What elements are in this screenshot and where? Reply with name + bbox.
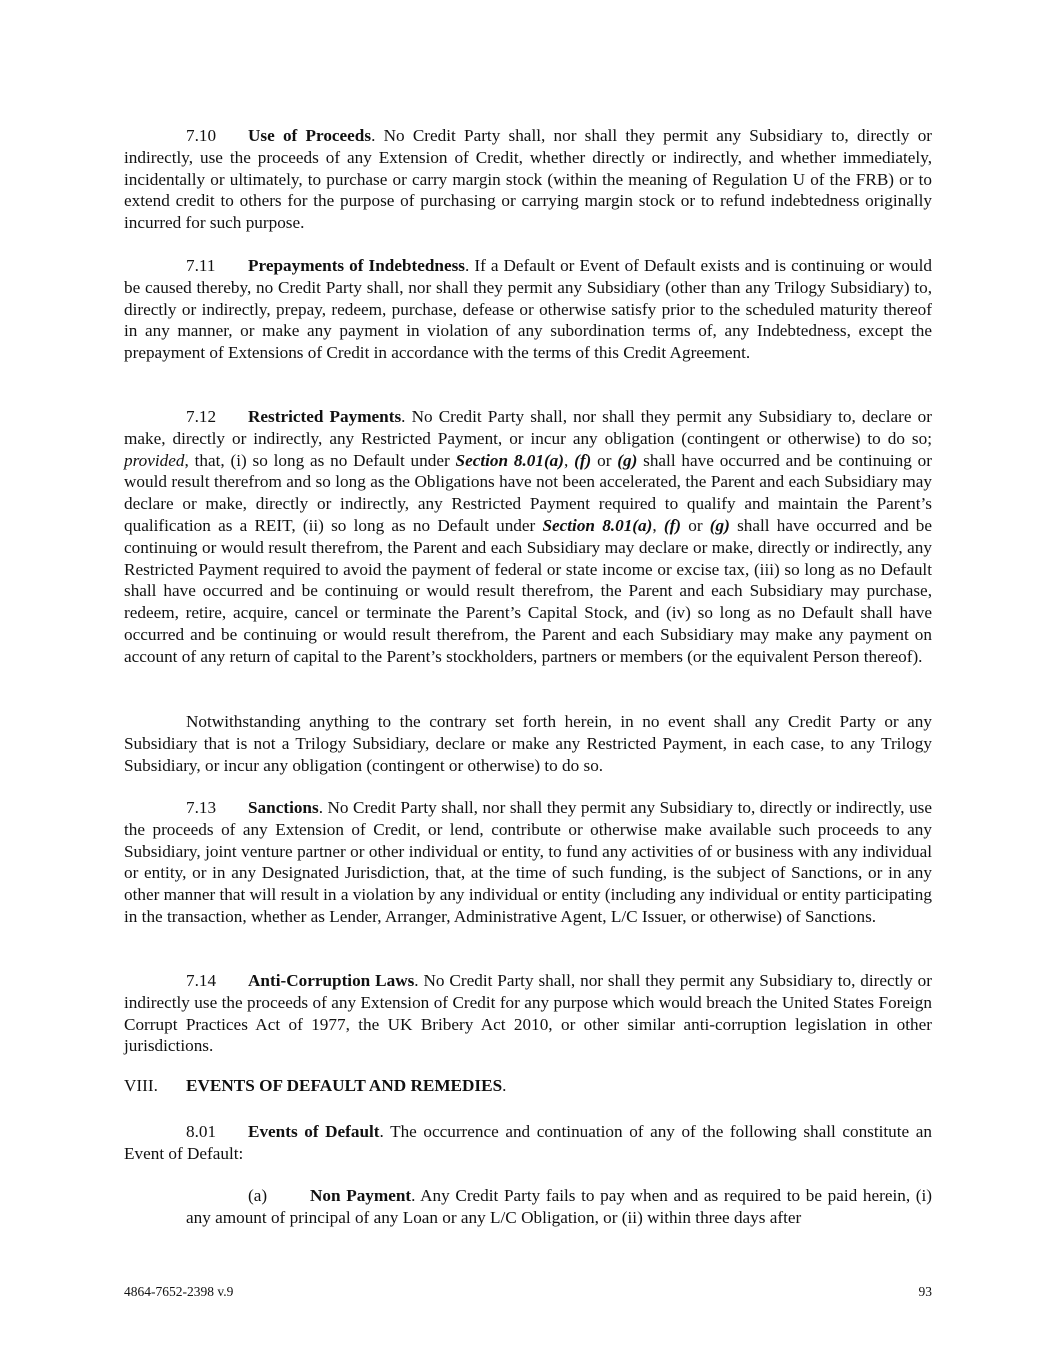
section-title: Use of Proceeds xyxy=(248,126,372,145)
clause-reference: (g) xyxy=(709,515,730,535)
clause-reference: (f) xyxy=(663,515,682,535)
clause-reference: (g) xyxy=(617,450,638,470)
section-number: 7.14 xyxy=(186,971,217,990)
separator: or xyxy=(681,515,710,535)
section-7-11 xyxy=(124,255,932,364)
provided-term: provided xyxy=(124,450,185,470)
clause-reference: (f) xyxy=(574,450,592,470)
section-title: Events of Default xyxy=(248,1122,380,1141)
document-id: 4864-7652-2398 v.9 xyxy=(124,1284,234,1299)
clause-body: . Any Credit Party fails to pay when and as required to be paid herein, (i) any amount of principal of any Loan or any L/C Obligation, or (ii) within three days after xyxy=(186,1186,932,1227)
notwithstanding-paragraph: Notwithstanding anything to the contrary set forth herein, in no event shall any Credit Party or any Subsidiary that is not a Trilogy Subsidiary, declare or make any Restricted Payment, in each case, to any Trilogy Subsidiary, or incur any obligation (contingent or otherwise) to do so. xyxy=(124,712,932,775)
article-number: VIII. xyxy=(124,1076,158,1095)
section-body-part: shall have occurred and be continuing or would result therefrom and so long as the Obligations have not been accelerated, the Parent and each Subsidiary may declare or make, directly or indirectly, any Restricted Payment required to qualify and maintain the Parent’s qualification as a REIT, (ii) so long as no Default under xyxy=(124,450,932,535)
separator: or xyxy=(591,450,618,470)
section-number: 7.10 xyxy=(186,126,217,145)
clause-number: (a) xyxy=(248,1186,268,1205)
article-8-heading xyxy=(124,1075,506,1097)
article-period: . xyxy=(502,1076,507,1095)
separator: , xyxy=(563,450,575,470)
separator: , xyxy=(652,515,664,535)
section-7-10 xyxy=(124,125,932,234)
section-body-part: . No Credit Party shall, nor shall they permit any Subsidiary to, declare or make, directly or indirectly, any Restricted Payment, or incur any obligation (contingent or otherwise) to do so; xyxy=(124,407,932,448)
section-7-14 xyxy=(124,970,932,1057)
section-reference: Section 8.01(a) xyxy=(542,515,653,535)
clause-title: Non Payment xyxy=(310,1186,412,1205)
article-title: EVENTS OF DEFAULT AND REMEDIES xyxy=(186,1076,503,1095)
section-title: Restricted Payments xyxy=(248,407,402,426)
section-7-13 xyxy=(124,797,932,928)
section-number: 8.01 xyxy=(186,1122,217,1141)
section-title: Sanctions xyxy=(248,798,319,817)
section-number: 7.13 xyxy=(186,798,217,817)
section-body: . No Credit Party shall, nor shall they permit any Subsidiary to, directly or indirectly, use the proceeds of any Extension of Credit, whether directly or indirectly, and whether immediately, incidentally or ultimately, to purchase or carry margin stock (within the meaning of Regulation U of the FRB) or to extend credit to others for the purpose of purchasing or carrying margin stock or to refund indebtedness originally incurred for such purpose. xyxy=(124,126,933,233)
section-title: Prepayments of Indebtedness xyxy=(248,256,465,275)
section-body-part: shall have occurred and be continuing or would result therefrom, the Parent and each Subsidiary may declare or make, directly or indirectly, any Restricted Payment required to avoid the payment of federal or state income or excise tax, (iii) so long as no Default shall have occurred and be continuing or would result therefrom, the Parent and each Subsidiary may purchase, redeem, retire, acquire, cancel or terminate the Parent’s Capital Stock, and (iv) so long as no Default shall have occurred and be continuing or would result therefrom, the Parent and each Subsidiary may make any payment on account of any return of capital to the Parent’s stockholders, partners or members (or the equivalent Person thereof). xyxy=(124,515,933,666)
section-number: 7.11 xyxy=(186,256,216,275)
section-body: . No Credit Party shall, nor shall they permit any Subsidiary to, directly or indirectly, use the proceeds of any Extension of Credit, or lend, contribute or otherwise make available such proceeds to any Subsidiary, joint venture partner or other individual or entity, to fund any activities of or business with any individual or entity, or in any Designated Jurisdiction, that, at the time of such funding, is the subject of Sanctions, or in any other manner that will result in a violation by any individual or entity (including any individual or entity participating in the transaction, whether as Lender, Arranger, Administrative Agent, L/C Issuer, or otherwise) of Sanctions. xyxy=(124,798,932,926)
section-body: . If a Default or Event of Default exists and is continuing or would be caused thereby, no Credit Party shall, nor shall they permit any Subsidiary (other than any Trilogy Subsidiary) to, directly or indirectly, prepay, redeem, purchase, defease or otherwise satisfy prior to the scheduled maturity thereof in any manner, or make any payment in violation of any subordination terms of, any Indebtedness, except the prepayment of Extensions of Credit in accordance with the terms of this Credit Agreement. xyxy=(124,256,933,363)
section-8-01-a xyxy=(186,1185,932,1229)
section-8-01 xyxy=(124,1121,932,1165)
section-number: 7.12 xyxy=(186,407,217,426)
section-body: . No Credit Party shall, nor shall they permit any Subsidiary to, directly or indirectly use the proceeds of any Extension of Credit for any purpose which would breach the United States Foreign Corrupt Practices Act of 1977, the UK Bribery Act 2010, or other similar anti-corruption legislation in other jurisdictions. xyxy=(124,971,932,1056)
section-reference: Section 8.01(a) xyxy=(455,450,564,470)
section-title: Anti-Corruption Laws xyxy=(248,971,415,990)
section-7-12 xyxy=(124,406,932,668)
section-body-part: , that, (i) so long as no Default under xyxy=(184,450,456,470)
section-body: . The occurrence and continuation of any of the following shall constitute an Event of Default: xyxy=(124,1122,932,1163)
page-number: 93 xyxy=(918,1284,932,1299)
